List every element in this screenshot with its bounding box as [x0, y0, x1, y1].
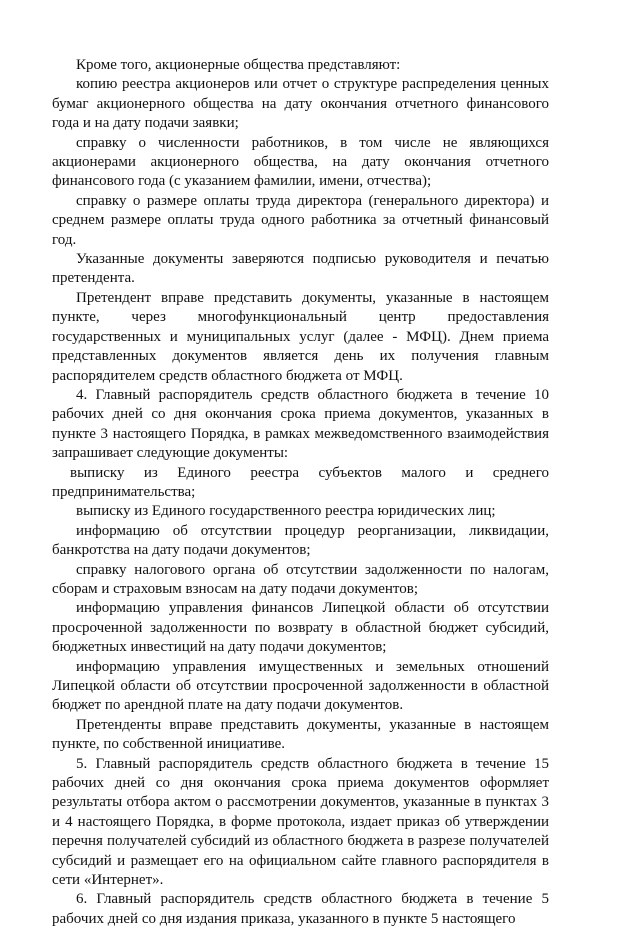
document-page: [52, 56, 549, 929]
paragraph-mfc: Претендент вправе представить документы, указанные в настоящем пункте, через многофункциональный центр предоставления государственных и муниципальных услуг (далее - МФЦ). Днем приема представленных документов является день их получения главным распорядителем средств областного бюджета от МФЦ.: [52, 289, 549, 384]
paragraph-sme-register-extract: выписку из Единого реестра субъектов малого и среднего предпринимательства;: [52, 464, 549, 500]
paragraph-certification: Указанные документы заверяются подписью руководителя и печатью претендента.: [52, 251, 549, 287]
paragraph-intro: Кроме того, акционерные общества представляют:: [76, 57, 401, 73]
paragraph-salary-info: справку о размере оплаты труда директора (генерального директора) и среднем размере оплаты труда одного работника за отчетный финансовый год.: [52, 192, 549, 248]
paragraph-tax-certificate: справку налогового органа об отсутствии задолженности по налогам, сборам и страховым взносам на дату подачи документов;: [52, 561, 549, 597]
paragraph-item-6: 6. Главный распорядитель средств областного бюджета в течение 5 рабочих дней со дня издания приказа, указанного в пункте 5 настоящего: [52, 891, 549, 927]
paragraph-own-initiative: Претенденты вправе представить документы, указанные в настоящем пункте, по собственной инициативе.: [52, 716, 549, 753]
paragraph-employee-count: справку о численности работников, в том числе не являющихся акционерами акционерного общества, на дату окончания отчетного финансового года (с указанием фамилии, имени, отчества);: [52, 134, 549, 190]
paragraph-shareholder-register: копию реестра акционеров или отчет о структуре распределения ценных бумаг акционерного общества на дату окончания отчетного финансового года и на дату подачи заявки;: [52, 76, 549, 132]
paragraph-finance-department-info: информацию управления финансов Липецкой области об отсутствии просроченной задолженности по возврату в областной бюджет субсидий, бюджетных инвестиций на дату подачи документов;: [52, 600, 549, 656]
paragraph-property-department-info: информацию управления имущественных и земельных отношений Липецкой области об отсутствии просроченной задолженности в областной бюджет по арендной плате на дату подачи документов.: [52, 658, 549, 714]
paragraph-no-reorganization: информацию об отсутствии процедур реорганизации, ликвидации, банкротства на дату подачи документов;: [52, 522, 549, 559]
paragraph-item-4: 4. Главный распорядитель средств областного бюджета в течение 10 рабочих дней со дня окончания срока приема документов, указанных в пункте 3 настоящего Порядка, в рамках межведомственного взаимодействия запрашивает следующие документы:: [52, 386, 549, 462]
paragraph-item-5: 5. Главный распорядитель средств областного бюджета в течение 15 рабочих дней со дня окончания срока приема документов оформляет результаты отбора актом о рассмотрении документов, указанные в пунктах 3 и 4 настоящего Порядка, в форме протокола, издает приказ об утверждении перечня получателей субсидий из областного бюджета в разрезе получателей субсидий и размещает его на официальном сайте главного распорядителя в сети «Интернет».: [52, 755, 549, 889]
paragraph-egrul-extract: выписку из Единого государственного реестра юридических лиц;: [76, 503, 496, 520]
